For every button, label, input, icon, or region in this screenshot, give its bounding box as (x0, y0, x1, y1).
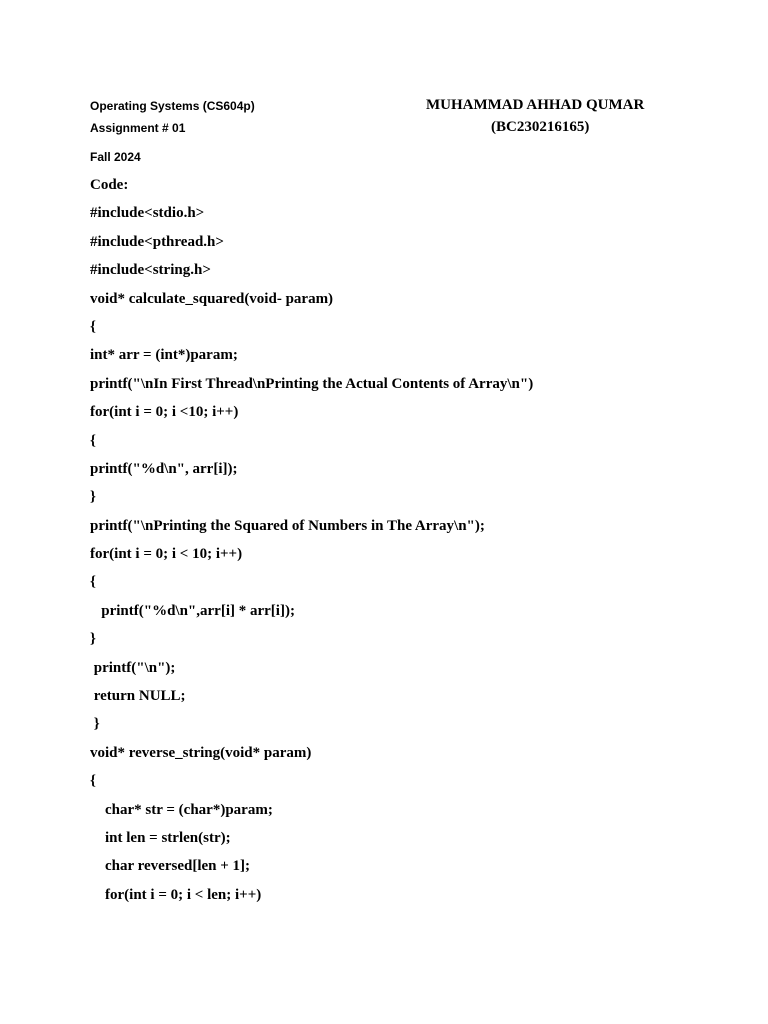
code-line: { (90, 773, 96, 790)
code-line: void* calculate_squared(void- param) (90, 290, 334, 307)
code-line: { (90, 318, 96, 335)
assignment-number: Assignment # 01 (90, 121, 186, 135)
code-line: } (90, 489, 96, 506)
code-line: printf("\nPrinting the Squared of Numbers in The Array\n"); (90, 517, 485, 534)
code-line: return NULL; (90, 688, 186, 705)
code-line: printf("\n"); (90, 659, 176, 676)
code-line: { (90, 432, 96, 449)
code-line: int len = strlen(str); (90, 829, 231, 846)
code-line: #include<stdio.h> (90, 205, 205, 222)
code-line: { (90, 574, 96, 591)
code-line: void* reverse_string(void* param) (90, 744, 312, 761)
student-name: MUHAMMAD AHHAD QUMAR (426, 97, 645, 113)
code-line: char* str = (char*)param; (90, 801, 273, 818)
student-id: (BC230216165) (491, 119, 590, 135)
course-title: Operating Systems (CS604p) (90, 99, 255, 113)
code-line: } (90, 716, 100, 733)
code-line: int* arr = (int*)param; (90, 347, 238, 364)
code-line: printf("%d\n",arr[i] * arr[i]); (90, 602, 295, 619)
code-line: printf("%d\n", arr[i]); (90, 460, 238, 477)
code-line: #include<string.h> (90, 262, 211, 279)
code-heading: Code: (90, 177, 129, 193)
code-line: for(int i = 0; i < 10; i++) (90, 546, 243, 563)
code-line: char reversed[len + 1]; (90, 858, 251, 875)
code-block (90, 175, 730, 913)
code-line: printf("\nIn First Thread\nPrinting the Actual Contents of Array\n") (90, 375, 534, 392)
code-line: for(int i = 0; i <10; i++) (90, 404, 239, 421)
code-line: for(int i = 0; i < len; i++) (90, 886, 262, 903)
code-line: } (90, 631, 96, 648)
semester-label: Fall 2024 (90, 150, 141, 164)
code-line: #include<pthread.h> (90, 233, 224, 250)
